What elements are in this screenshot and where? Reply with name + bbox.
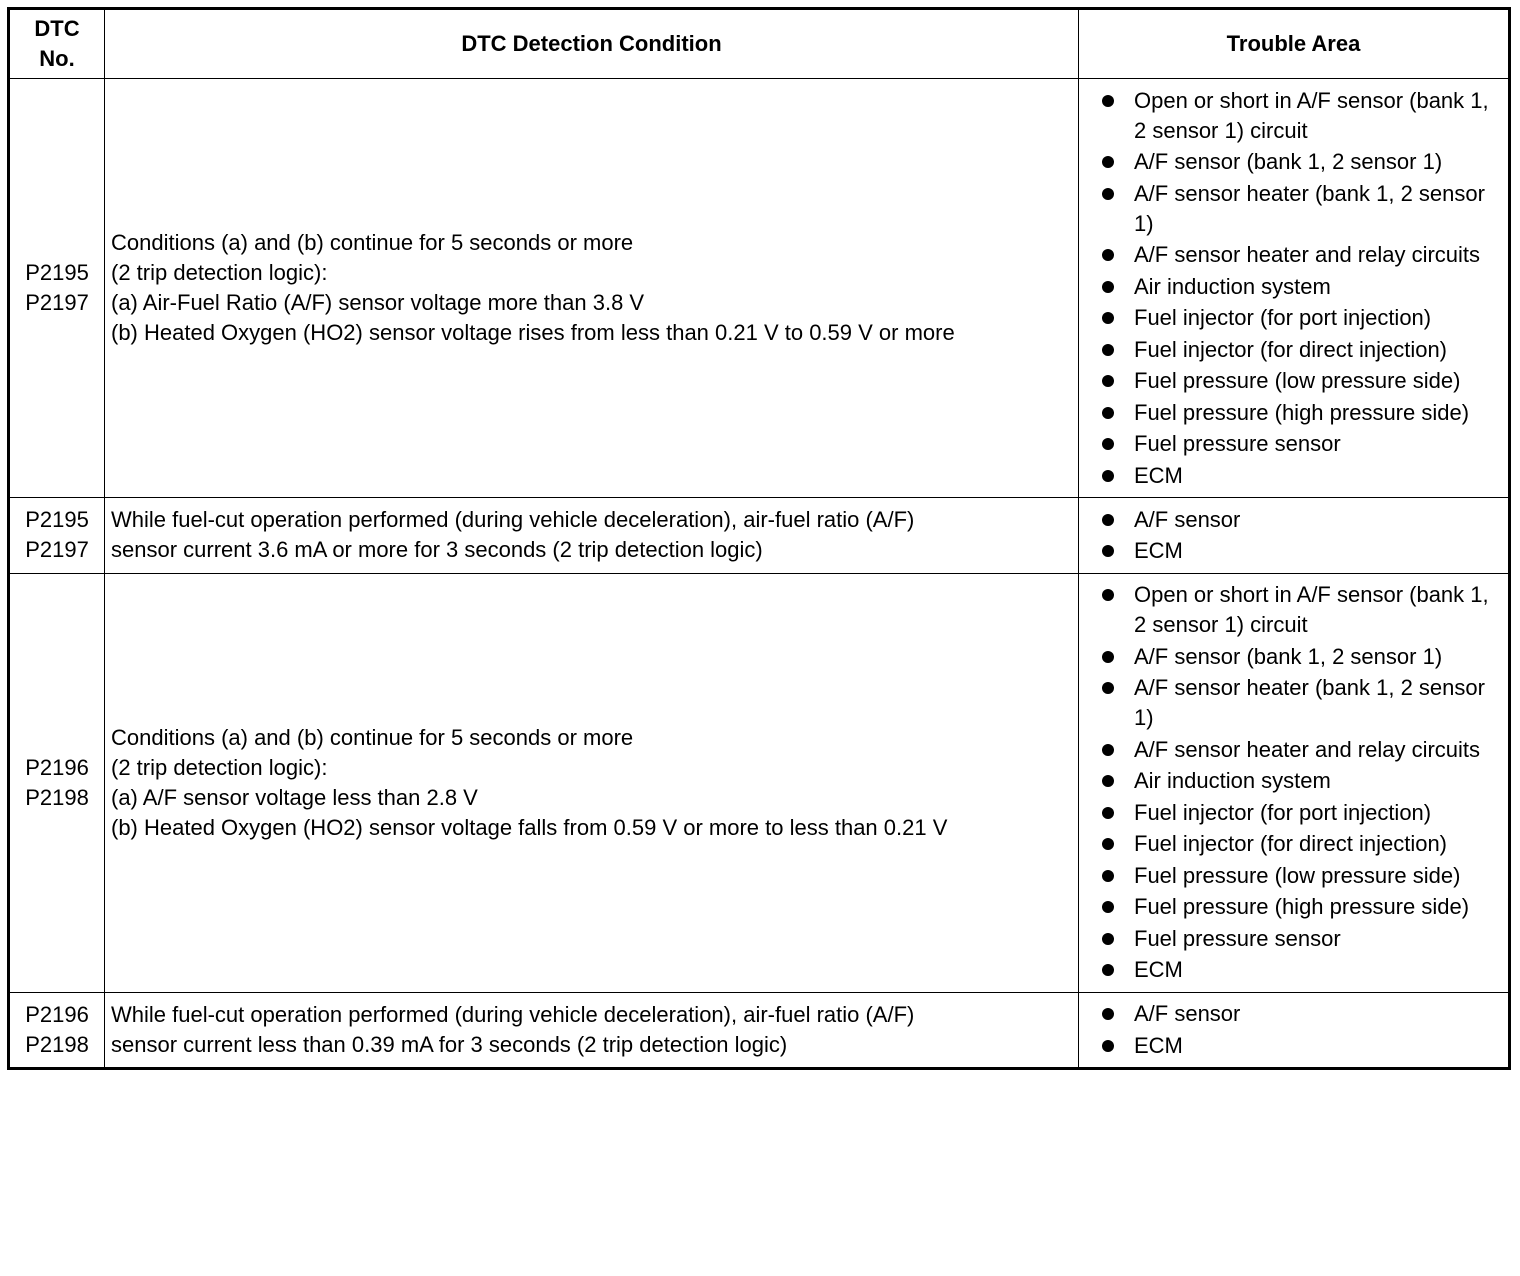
- bullet-icon: [1102, 407, 1114, 419]
- trouble-area: [1079, 79, 1510, 498]
- trouble-area-text: Fuel injector (for port injection): [1134, 305, 1432, 330]
- list-item: [1099, 505, 1502, 535]
- trouble-area-text: A/F sensor (bank 1, 2 sensor 1): [1134, 149, 1443, 174]
- list-item: [1099, 766, 1502, 796]
- list-item: [1099, 580, 1502, 640]
- header-trouble-area: Trouble Area: [1079, 9, 1510, 79]
- trouble-area-text: A/F sensor heater and relay circuits: [1134, 242, 1481, 267]
- bullet-icon: [1102, 438, 1114, 450]
- list-item: [1099, 798, 1502, 828]
- list-item: [1099, 272, 1502, 302]
- trouble-area-text: Fuel injector (for direct injection): [1134, 336, 1448, 362]
- header-dtc-no-line2: No.: [39, 46, 75, 71]
- trouble-area-text: Fuel pressure (high pressure side): [1134, 399, 1470, 425]
- bullet-icon: [1102, 589, 1114, 601]
- bullet-icon: [1102, 807, 1114, 819]
- list-item: [1099, 892, 1502, 922]
- bullet-icon: [1102, 545, 1114, 557]
- trouble-area-text: A/F sensor (bank 1, 2 sensor 1): [1134, 643, 1443, 669]
- table-row: [9, 498, 1510, 574]
- bullet-icon: [1102, 775, 1114, 787]
- list-item: [1099, 147, 1502, 177]
- trouble-area-text: Air induction system: [1134, 273, 1331, 299]
- trouble-area-text: ECM: [1134, 957, 1183, 982]
- list-item: [1099, 398, 1502, 428]
- trouble-area-text: ECM: [1134, 1032, 1183, 1058]
- header-condition: DTC Detection Condition: [105, 9, 1079, 79]
- bullet-icon: [1102, 95, 1114, 107]
- trouble-area-text: Fuel pressure (high pressure side): [1134, 894, 1470, 919]
- list-item: [1099, 829, 1502, 859]
- dtc-codes: P2196 P2198: [9, 573, 105, 992]
- detection-condition: Conditions (a) and (b) continue for 5 seconds or more (2 trip detection logic): (a) Air-Fuel Ratio (A/F) sensor voltage more than 3.8 V (b) Heated Oxygen (HO2) sensor voltage rises from less than 0.21 V to 0.59 V or more: [105, 79, 1079, 498]
- bullet-icon: [1102, 964, 1114, 976]
- trouble-area: [1079, 573, 1510, 992]
- list-item: [1099, 366, 1502, 396]
- bullet-icon: [1102, 375, 1114, 387]
- bullet-icon: [1102, 344, 1114, 356]
- bullet-icon: [1102, 281, 1114, 293]
- trouble-area-text: ECM: [1134, 538, 1183, 563]
- trouble-area: [1079, 992, 1510, 1069]
- trouble-area-text: Fuel injector (for direct injection): [1134, 831, 1448, 856]
- table-row: [9, 79, 1510, 498]
- trouble-area-text: Fuel pressure sensor: [1134, 925, 1341, 951]
- table-row: [9, 992, 1510, 1069]
- detection-condition: Conditions (a) and (b) continue for 5 seconds or more (2 trip detection logic): (a) A/F sensor voltage less than 2.8 V (b) Heated Oxygen (HO2) sensor voltage falls from 0.59 V or more to less than 0.21 V: [105, 573, 1079, 992]
- list-item: [1099, 999, 1502, 1029]
- bullet-icon: [1102, 188, 1114, 200]
- bullet-icon: [1102, 470, 1114, 482]
- bullet-icon: [1102, 870, 1114, 882]
- list-item: [1099, 642, 1502, 672]
- bullet-icon: [1102, 901, 1114, 913]
- trouble-area-text: Open or short in A/F sensor (bank 1, 2 sensor 1) circuit: [1134, 582, 1489, 637]
- dtc-codes: P2195 P2197: [9, 79, 105, 498]
- bullet-icon: [1102, 933, 1114, 945]
- list-item: [1099, 735, 1502, 765]
- list-item: [1099, 673, 1502, 733]
- list-item: [1099, 924, 1502, 954]
- bullet-icon: [1102, 1040, 1114, 1052]
- list-item: [1099, 303, 1502, 333]
- bullet-icon: [1102, 514, 1114, 526]
- dtc-codes: P2195 P2197: [9, 498, 105, 574]
- trouble-area-text: A/F sensor: [1134, 506, 1241, 532]
- trouble-area-text: ECM: [1134, 462, 1183, 488]
- list-item: [1099, 1031, 1502, 1061]
- trouble-area-list: [1099, 86, 1502, 491]
- trouble-area-text: A/F sensor heater (bank 1, 2 sensor 1): [1134, 675, 1485, 730]
- list-item: [1099, 861, 1502, 891]
- bullet-icon: [1102, 682, 1114, 694]
- bullet-icon: [1102, 651, 1114, 663]
- list-item: [1099, 86, 1502, 146]
- trouble-area-list: [1099, 505, 1502, 567]
- list-item: [1099, 955, 1502, 985]
- trouble-area-list: [1099, 580, 1502, 985]
- header-dtc-no: [9, 9, 105, 79]
- table-row: [9, 573, 1510, 992]
- trouble-area-text: Fuel pressure (low pressure side): [1134, 368, 1461, 393]
- trouble-area-text: A/F sensor heater (bank 1, 2 sensor 1): [1134, 180, 1485, 236]
- bullet-icon: [1102, 838, 1114, 850]
- bullet-icon: [1102, 156, 1114, 168]
- trouble-area-text: Fuel pressure (low pressure side): [1134, 862, 1461, 888]
- trouble-area: [1079, 498, 1510, 574]
- detection-condition: While fuel-cut operation performed (during vehicle deceleration), air-fuel ratio (A/F) sensor current less than 0.39 mA for 3 seconds (2 trip detection logic): [105, 992, 1079, 1069]
- list-item: [1099, 179, 1502, 239]
- dtc-table: [7, 7, 1511, 1070]
- list-item: [1099, 335, 1502, 365]
- bullet-icon: [1102, 249, 1114, 261]
- trouble-area-list: [1099, 999, 1502, 1061]
- header-row: [9, 9, 1510, 79]
- trouble-area-text: A/F sensor: [1134, 1001, 1241, 1026]
- detection-condition: While fuel-cut operation performed (during vehicle deceleration), air-fuel ratio (A/F) sensor current 3.6 mA or more for 3 seconds (2 trip detection logic): [105, 498, 1079, 574]
- bullet-icon: [1102, 744, 1114, 756]
- dtc-codes: P2196 P2198: [9, 992, 105, 1069]
- list-item: [1099, 240, 1502, 270]
- trouble-area-text: Fuel injector (for port injection): [1134, 799, 1432, 825]
- list-item: [1099, 461, 1502, 491]
- bullet-icon: [1102, 312, 1114, 324]
- bullet-icon: [1102, 1008, 1114, 1020]
- trouble-area-text: Air induction system: [1134, 768, 1331, 793]
- header-dtc-no-line1: DTC: [34, 16, 80, 41]
- list-item: [1099, 536, 1502, 566]
- trouble-area-text: Open or short in A/F sensor (bank 1, 2 sensor 1) circuit: [1134, 87, 1489, 143]
- list-item: [1099, 429, 1502, 459]
- trouble-area-text: A/F sensor heater and relay circuits: [1134, 736, 1481, 762]
- trouble-area-text: Fuel pressure sensor: [1134, 431, 1341, 456]
